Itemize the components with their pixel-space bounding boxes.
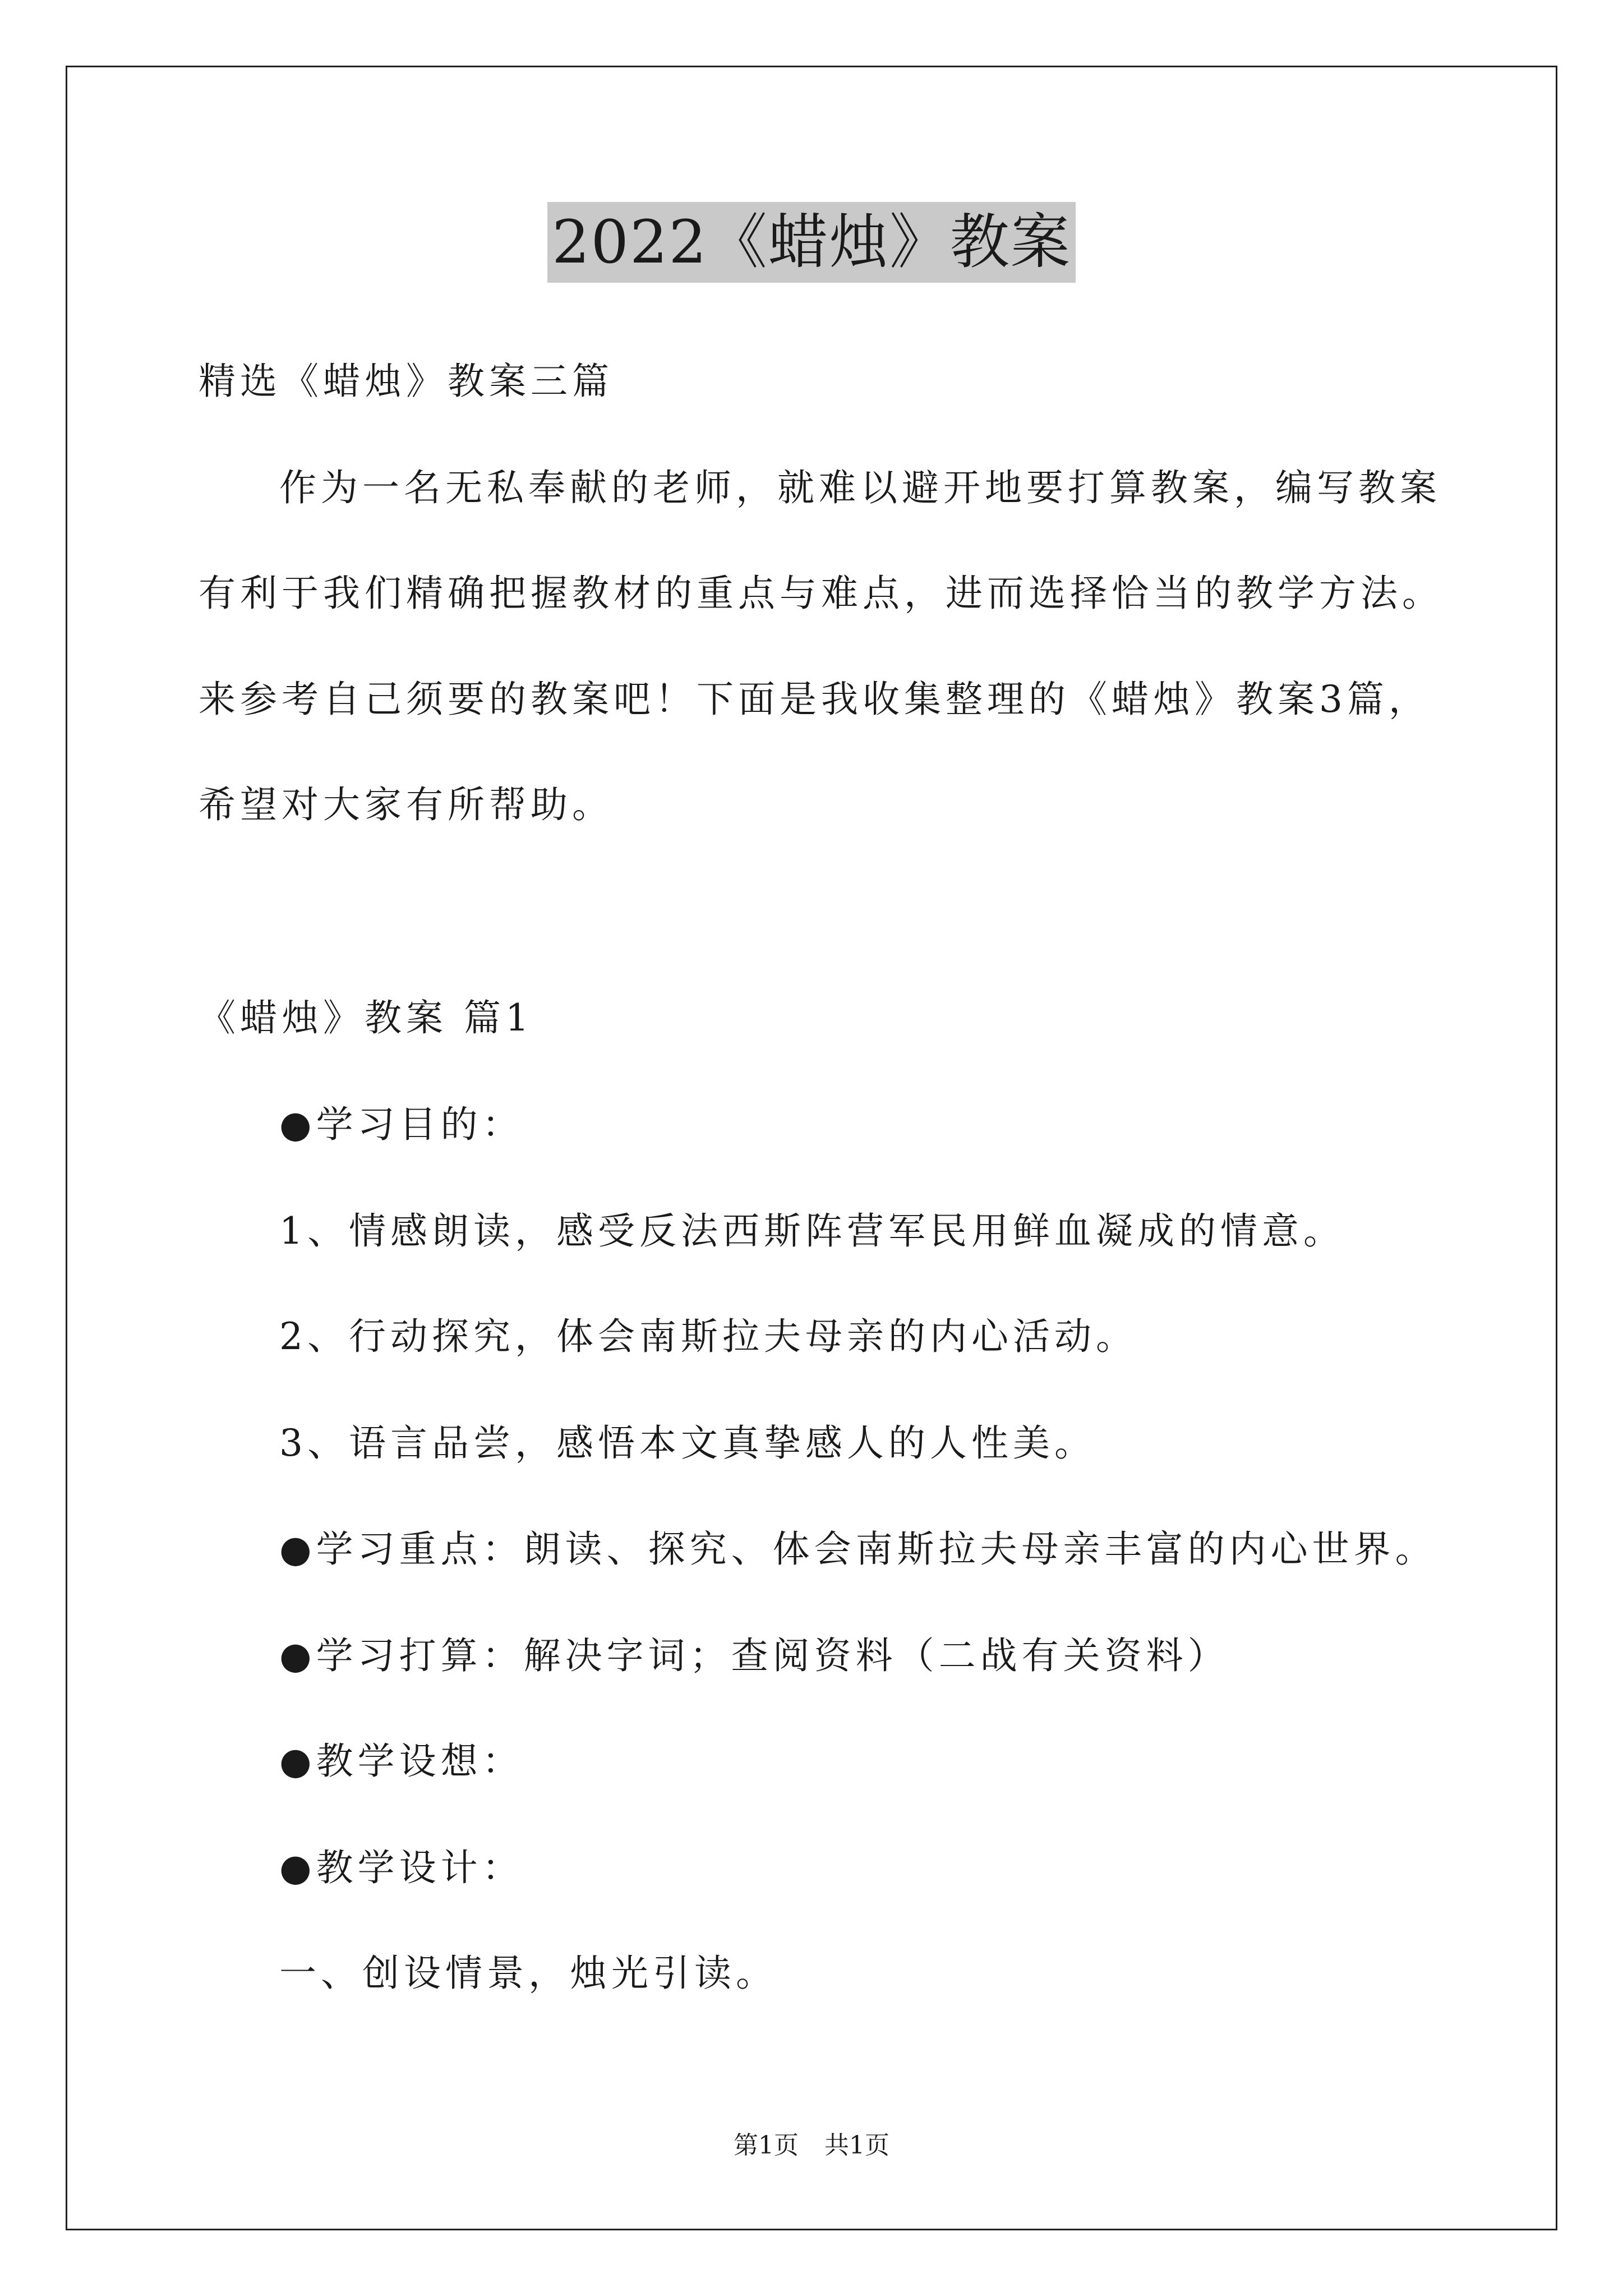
body-line-7: ●教学设想： bbox=[279, 1740, 524, 1783]
subtitle: 精选《蜡烛》教案三篇 bbox=[199, 360, 614, 403]
page-footer bbox=[0, 2130, 1623, 2161]
title-container bbox=[0, 202, 1623, 283]
document-title: 2022《蜡烛》教案 bbox=[547, 202, 1076, 283]
intro-line-4: 希望对大家有所帮助。 bbox=[199, 783, 614, 826]
body-line-8: ●教学设计： bbox=[279, 1846, 524, 1889]
body-line-5: ●学习重点：朗读、探究、体会南斯拉夫母亲丰富的内心世界。 bbox=[279, 1527, 1437, 1571]
body-line-3: 2、行动探究，体会南斯拉夫母亲的内心活动。 bbox=[279, 1315, 1137, 1358]
body-line-9: 一、创设情景，烛光引读。 bbox=[279, 1952, 777, 1995]
page-number: 第1页 bbox=[734, 2131, 799, 2160]
body-line-6: ●学习打算：解决字词；查阅资料（二战有关资料） bbox=[279, 1634, 1229, 1677]
intro-line-3: 来参考自己须要的教案吧！下面是我收集整理的《蜡烛》教案3篇， bbox=[199, 678, 1430, 721]
intro-line-2: 有利于我们精确把握教材的重点与难点，进而选择恰当的教学方法。 bbox=[199, 572, 1444, 615]
body-line-1: ●学习目的： bbox=[279, 1103, 524, 1146]
body-line-2: 1、情感朗读，感受反法西斯阵营军民用鲜血凝成的情意。 bbox=[279, 1209, 1345, 1253]
page-total: 共1页 bbox=[824, 2131, 889, 2160]
body-line-4: 3、语言品尝，感悟本文真挚感人的人性美。 bbox=[279, 1421, 1096, 1465]
section-heading: 《蜡烛》教案 篇1 bbox=[199, 996, 533, 1039]
intro-line-1: 作为一名无私奉献的老师，就难以避开地要打算教案，编写教案 bbox=[279, 466, 1441, 509]
